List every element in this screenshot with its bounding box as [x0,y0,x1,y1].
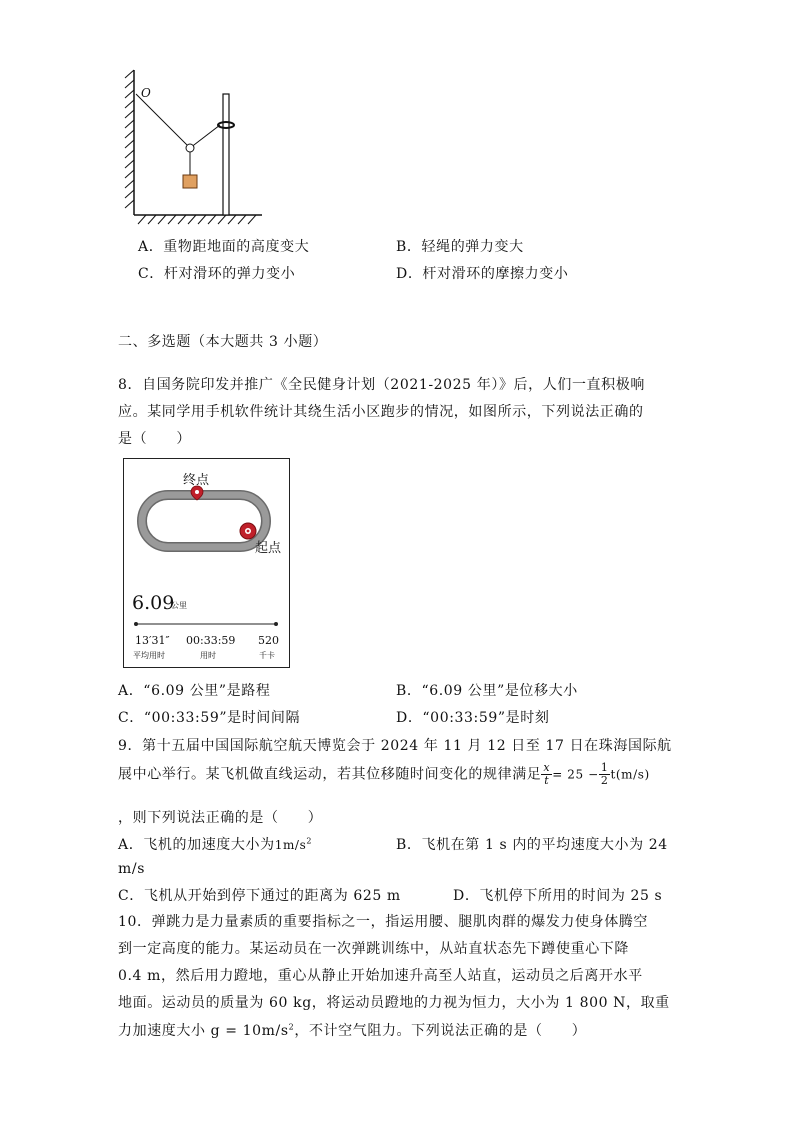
calorie-label: 千卡 [259,651,275,660]
q9-option-a-text: A．飞机的加速度大小为 [118,837,275,853]
q9-option-a-value: 1m/s [274,838,307,852]
q7-option-a[interactable]: A．重物距地面的高度变大 [138,239,310,255]
running-app-figure [123,458,290,668]
section-heading: 二、多选题（本大题共 3 小题） [118,334,328,350]
fraction-x-over-t [541,762,552,787]
q8-stem-line3: 是（ ） [118,431,191,447]
q9-option-c[interactable]: C．飞机从开始到停下通过的距离为 625 m [118,888,401,904]
pace-value: 13′31″ [135,634,170,647]
q10-line5-exponent: 2 [288,1022,295,1032]
q8-option-c[interactable]: C．“00:33:59”是时间间隔 [118,710,301,726]
q9-option-a-exponent: 2 [306,836,313,846]
q9-stem-line1: 9．第十五届中国国际航空航天博览会于 2024 年 11 月 12 日至 17 日在珠海国际航 [118,738,672,754]
q9-option-b[interactable]: B．飞机在第 1 s 内的平均速度大小为 24 [396,837,668,853]
q7-option-b[interactable]: B．轻绳的弹力变大 [396,239,524,255]
wall-hatching [125,70,134,208]
q8-option-b[interactable]: B．“6.09 公里”是位移大小 [396,683,578,699]
q9-option-b-unit: m/s [118,861,145,877]
q7-option-c[interactable]: C．杆对滑环的弹力变小 [138,266,296,282]
end-label: 终点 [183,473,210,488]
q9-stem-line3: ，则下列说法正确的是（ ） [118,810,323,826]
q10-stem-line2: 到一定高度的能力。某运动员在一次弹跳训练中，从站直状态先下蹲使重心下降 [118,941,629,957]
q9-stem-line2 [118,762,650,787]
q10-stem-line4: 地面。运动员的质量为 60 kg，将运动员蹬地的力视为恒力，大小为 1 800 N，取重 [118,995,670,1011]
rope [136,94,220,148]
vertical-rod [223,94,229,215]
equation-end: t(m/s) [610,767,650,782]
q7-option-d[interactable]: D．杆对滑环的摩擦力变小 [396,266,569,282]
q8-stem-line1: 8．自国务院印发并推广《全民健身计划（2021-2025 年）》后，人们一直积极响 [118,377,645,393]
distance-value: 6.09 [132,592,175,614]
time-label: 用时 [200,651,216,660]
q10-stem-line5 [118,1020,586,1040]
fraction-denominator: t [544,774,550,787]
q10-stem-line3: 0.4 m，然后用力蹬地，重心从静止开始加速升高至人站直，运动员之后离开水平 [118,968,643,984]
fraction-numerator: 1 [600,761,609,774]
pace-label: 平均用时 [133,651,165,660]
fraction-denominator: 2 [600,774,609,787]
pulley [186,144,194,152]
q9-option-d[interactable]: D．飞机停下所用的时间为 25 s [453,888,663,904]
calorie-value: 520 [258,634,279,647]
q10-line5-text: 力加速度大小 g = 10m/s [118,1023,289,1039]
point-o-label: O [141,86,151,100]
time-value: 00:33:59 [186,634,236,647]
start-label: 起点 [255,541,282,556]
q8-option-d[interactable]: D．“00:33:59”是时刻 [396,710,550,726]
weight-block [183,175,197,188]
fraction-numerator: x [543,761,551,774]
q8-stem-line2: 应。某同学用手机软件统计其绕生活小区跑步的情况，如图所示，下列说法正确的 [118,404,644,420]
q10-line5-suffix: ，不计空气阻力。下列说法正确的是（ ） [294,1023,587,1039]
progress-line [124,619,289,629]
equation-middle: = 25 − [552,767,599,782]
distance-unit: 公里 [171,601,187,610]
q9-option-a[interactable] [118,834,312,854]
q8-option-a[interactable]: A．“6.09 公里”是路程 [118,683,271,699]
q10-stem-line1: 10．弹跳力是力量素质的重要指标之一，指运用腰、腿肌肉群的爆发力使身体腾空 [118,914,649,930]
q9-line2-text: 展中心举行。某飞机做直线运动，若其位移随时间变化的规律满足 [118,766,542,783]
ground-hatching [138,215,256,224]
fraction-one-half [599,762,611,787]
